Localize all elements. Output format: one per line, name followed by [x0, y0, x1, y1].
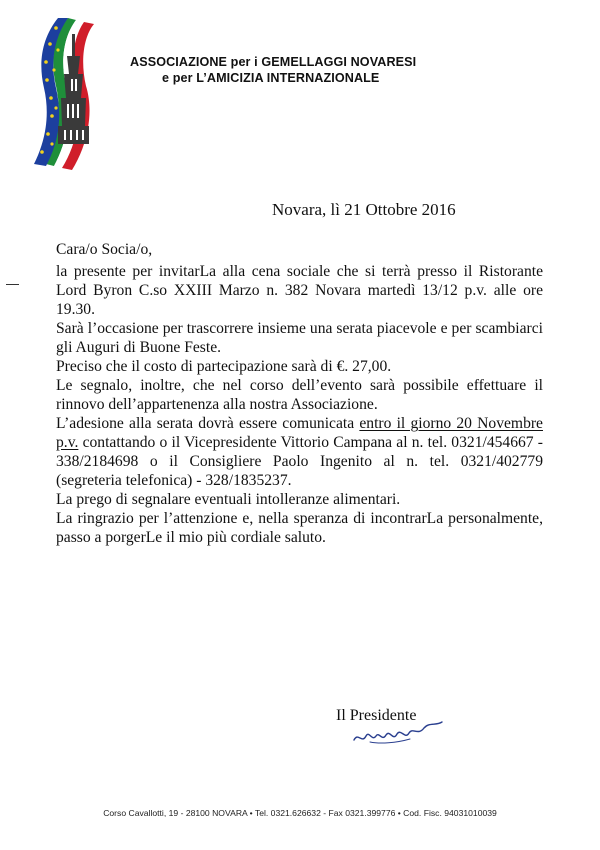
paragraph-cost: Preciso che il costo di partecipazione sarà di €. 27,00.	[56, 358, 392, 375]
rsvp-deadline: entro il giorno 20 Novembre p.v.	[56, 415, 543, 451]
paragraph-renewal: Le segnalo, inoltre, che nel corso dell’evento sarà possibile effettuare il rinnovo dell’appartenenza alla nostra Associazione.	[56, 377, 543, 413]
footer-contact: Corso Cavallotti, 19 - 28100 NOVARA • Tel. 0321.626632 - Fax 0321.399776 • Cod. Fisc. 94031010039	[103, 808, 497, 818]
salutation: Cara/o Socia/o,	[56, 241, 153, 258]
organization-name-line1: ASSOCIAZIONE per i GEMELLAGGI NOVARESI	[130, 55, 417, 69]
place-and-date: Novara, lì 21 Ottobre 2016	[272, 200, 456, 219]
organization-name-line2: e per L’AMICIZIA INTERNAZIONALE	[162, 71, 380, 85]
paragraph-closing: La ringrazio per l’attenzione e, nella speranza di incontrarLa personalmente, passo a porgerLe il mio più cordiale saluto.	[56, 510, 543, 546]
association-logo	[28, 14, 106, 178]
organization-name	[130, 54, 416, 86]
fold-mark	[6, 284, 19, 285]
handwritten-signature	[350, 718, 446, 748]
rsvp-intro: L’adesione alla serata dovrà essere comunicata	[56, 415, 360, 432]
paragraph-occasion: Sarà l’occasione per trascorrere insieme una serata piacevole e per scambiarci gli Auguri di Buone Feste.	[56, 320, 543, 356]
rsvp-contacts: contattando o il Vicepresidente Vittorio Campana al n. tel. 0321/454667 - 338/2184698 o il Consigliere Paolo Ingenito al n. tel. 0321/402779 (segreteria telefonica) - 328/1835237.	[56, 434, 543, 489]
paragraph-rsvp	[56, 414, 543, 490]
paragraph-invitation: la presente per invitarLa alla cena sociale che si terrà presso il Ristorante Lord Byron C.so XXIII Marzo n. 382 Novara martedì 13/12 p.v. alle ore 19.30.	[56, 263, 543, 318]
signoff: Il Presidente	[336, 707, 417, 724]
paragraph-allergies: La prego di segnalare eventuali intolleranze alimentari.	[56, 491, 401, 508]
letter-body	[56, 240, 543, 547]
